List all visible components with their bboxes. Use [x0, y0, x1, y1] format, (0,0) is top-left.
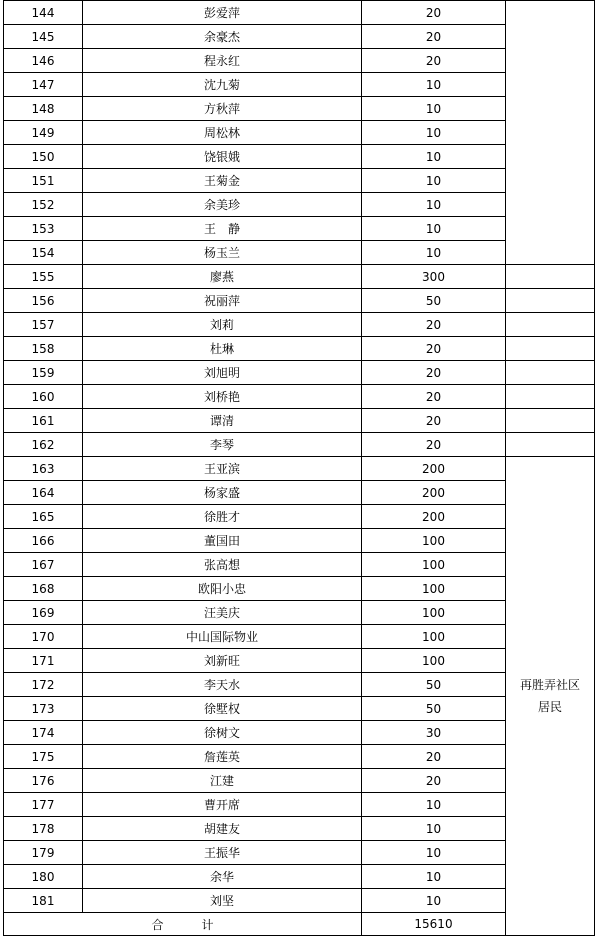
- donation-amount: 10: [362, 97, 506, 121]
- donor-name: 方秋萍: [83, 97, 362, 121]
- donor-name: 中山国际物业: [83, 625, 362, 649]
- donation-amount: 20: [362, 433, 506, 457]
- group-note-cell: [506, 289, 595, 313]
- donation-amount: 20: [362, 409, 506, 433]
- donor-name: 詹莲英: [83, 745, 362, 769]
- row-number: 160: [4, 385, 83, 409]
- donation-amount: 50: [362, 289, 506, 313]
- table-row: [4, 337, 595, 361]
- group-note-cell: [506, 409, 595, 433]
- donor-name: 刘新旺: [83, 649, 362, 673]
- donation-amount: 20: [362, 313, 506, 337]
- donor-name: 曹开席: [83, 793, 362, 817]
- row-number: 150: [4, 145, 83, 169]
- group-note-line1: 再胜弄社区: [519, 678, 580, 692]
- donation-table-body: [4, 1, 595, 936]
- group-note-cell: [506, 433, 595, 457]
- row-number: 164: [4, 481, 83, 505]
- group-note-cell: [506, 457, 595, 936]
- row-number: 153: [4, 217, 83, 241]
- row-number: 159: [4, 361, 83, 385]
- donor-name: 余豪杰: [83, 25, 362, 49]
- row-number: 145: [4, 25, 83, 49]
- row-number: 173: [4, 697, 83, 721]
- table-row: [4, 361, 595, 385]
- donor-name: 廖燕: [83, 265, 362, 289]
- donation-amount: 200: [362, 505, 506, 529]
- donor-name: 王菊金: [83, 169, 362, 193]
- donation-amount: 20: [362, 337, 506, 361]
- row-number: 156: [4, 289, 83, 313]
- table-row: [4, 289, 595, 313]
- donor-name: 程永红: [83, 49, 362, 73]
- donor-name: 谭清: [83, 409, 362, 433]
- group-note-cell: [506, 265, 595, 289]
- donation-amount: 100: [362, 649, 506, 673]
- donor-name: 胡建友: [83, 817, 362, 841]
- row-number: 167: [4, 553, 83, 577]
- donor-name: 杨玉兰: [83, 241, 362, 265]
- donation-amount: 200: [362, 481, 506, 505]
- donation-table: [3, 0, 595, 936]
- row-number: 155: [4, 265, 83, 289]
- row-number: 152: [4, 193, 83, 217]
- donor-name: 王振华: [83, 841, 362, 865]
- row-number: 151: [4, 169, 83, 193]
- donor-name: 刘桥艳: [83, 385, 362, 409]
- table-row: [4, 265, 595, 289]
- donor-name: 余美珍: [83, 193, 362, 217]
- row-number: 169: [4, 601, 83, 625]
- row-number: 162: [4, 433, 83, 457]
- total-amount: 15610: [362, 913, 506, 936]
- donation-amount: 10: [362, 817, 506, 841]
- donation-amount: 50: [362, 697, 506, 721]
- donation-amount: 20: [362, 385, 506, 409]
- donor-name: 徐胜才: [83, 505, 362, 529]
- row-number: 154: [4, 241, 83, 265]
- donor-name: 沈九菊: [83, 73, 362, 97]
- row-number: 174: [4, 721, 83, 745]
- donor-name: 余华: [83, 865, 362, 889]
- donor-name: 汪美庆: [83, 601, 362, 625]
- donor-name: 江建: [83, 769, 362, 793]
- donation-amount: 100: [362, 553, 506, 577]
- row-number: 168: [4, 577, 83, 601]
- donor-name: 董国田: [83, 529, 362, 553]
- donation-amount: 100: [362, 577, 506, 601]
- table-row: [4, 313, 595, 337]
- row-number: 170: [4, 625, 83, 649]
- row-number: 149: [4, 121, 83, 145]
- donation-amount: 20: [362, 769, 506, 793]
- donation-amount: 10: [362, 217, 506, 241]
- donation-amount: 300: [362, 265, 506, 289]
- total-label-left: 合: [151, 917, 164, 932]
- row-number: 178: [4, 817, 83, 841]
- donor-name: 刘旭明: [83, 361, 362, 385]
- table-row: [4, 433, 595, 457]
- donor-name: 刘莉: [83, 313, 362, 337]
- total-label-right: 计: [201, 917, 214, 932]
- donor-name: 欧阳小忠: [83, 577, 362, 601]
- donor-name: 饶银娥: [83, 145, 362, 169]
- group-note-cell: [506, 1, 595, 265]
- group-note-cell: [506, 385, 595, 409]
- row-number: 157: [4, 313, 83, 337]
- donor-name: 杨家盛: [83, 481, 362, 505]
- donation-amount: 20: [362, 49, 506, 73]
- donation-amount: 10: [362, 889, 506, 913]
- row-number: 181: [4, 889, 83, 913]
- donation-amount: 10: [362, 241, 506, 265]
- donation-amount: 100: [362, 529, 506, 553]
- row-number: 180: [4, 865, 83, 889]
- donor-name: 李天水: [83, 673, 362, 697]
- donor-name: 杜琳: [83, 337, 362, 361]
- donation-amount: 20: [362, 745, 506, 769]
- donation-amount: 20: [362, 25, 506, 49]
- row-number: 148: [4, 97, 83, 121]
- donation-amount: 10: [362, 73, 506, 97]
- row-number: 172: [4, 673, 83, 697]
- row-number: 166: [4, 529, 83, 553]
- donation-amount: 20: [362, 1, 506, 25]
- donation-amount: 50: [362, 673, 506, 697]
- row-number: 161: [4, 409, 83, 433]
- donation-amount: 200: [362, 457, 506, 481]
- table-row: [4, 385, 595, 409]
- group-note-cell: [506, 361, 595, 385]
- donor-name: 王 静: [83, 217, 362, 241]
- donor-name: 刘坚: [83, 889, 362, 913]
- row-number: 176: [4, 769, 83, 793]
- table-row: [4, 457, 595, 481]
- donation-amount: 20: [362, 361, 506, 385]
- row-number: 177: [4, 793, 83, 817]
- donation-amount: 10: [362, 121, 506, 145]
- row-number: 179: [4, 841, 83, 865]
- donor-name: 李琴: [83, 433, 362, 457]
- row-number: 175: [4, 745, 83, 769]
- row-number: 171: [4, 649, 83, 673]
- row-number: 158: [4, 337, 83, 361]
- group-note-cell: [506, 313, 595, 337]
- row-number: 163: [4, 457, 83, 481]
- donor-name: 徐墅权: [83, 697, 362, 721]
- donor-name: 周松林: [83, 121, 362, 145]
- donor-name: 徐树文: [83, 721, 362, 745]
- total-label: [4, 913, 362, 936]
- donation-amount: 10: [362, 841, 506, 865]
- donation-amount: 10: [362, 169, 506, 193]
- row-number: 146: [4, 49, 83, 73]
- group-note-cell: [506, 337, 595, 361]
- donation-amount: 10: [362, 193, 506, 217]
- donation-amount: 10: [362, 145, 506, 169]
- row-number: 144: [4, 1, 83, 25]
- donation-amount: 100: [362, 625, 506, 649]
- donor-name: 彭爱萍: [83, 1, 362, 25]
- row-number: 165: [4, 505, 83, 529]
- donation-amount: 10: [362, 793, 506, 817]
- donation-amount: 100: [362, 601, 506, 625]
- donation-amount: 10: [362, 865, 506, 889]
- table-row: [4, 1, 595, 25]
- donation-amount: 30: [362, 721, 506, 745]
- donor-name: 张高想: [83, 553, 362, 577]
- donor-name: 王亚滨: [83, 457, 362, 481]
- row-number: 147: [4, 73, 83, 97]
- group-note-line2: 居民: [537, 700, 562, 714]
- table-row: [4, 409, 595, 433]
- donor-name: 祝丽萍: [83, 289, 362, 313]
